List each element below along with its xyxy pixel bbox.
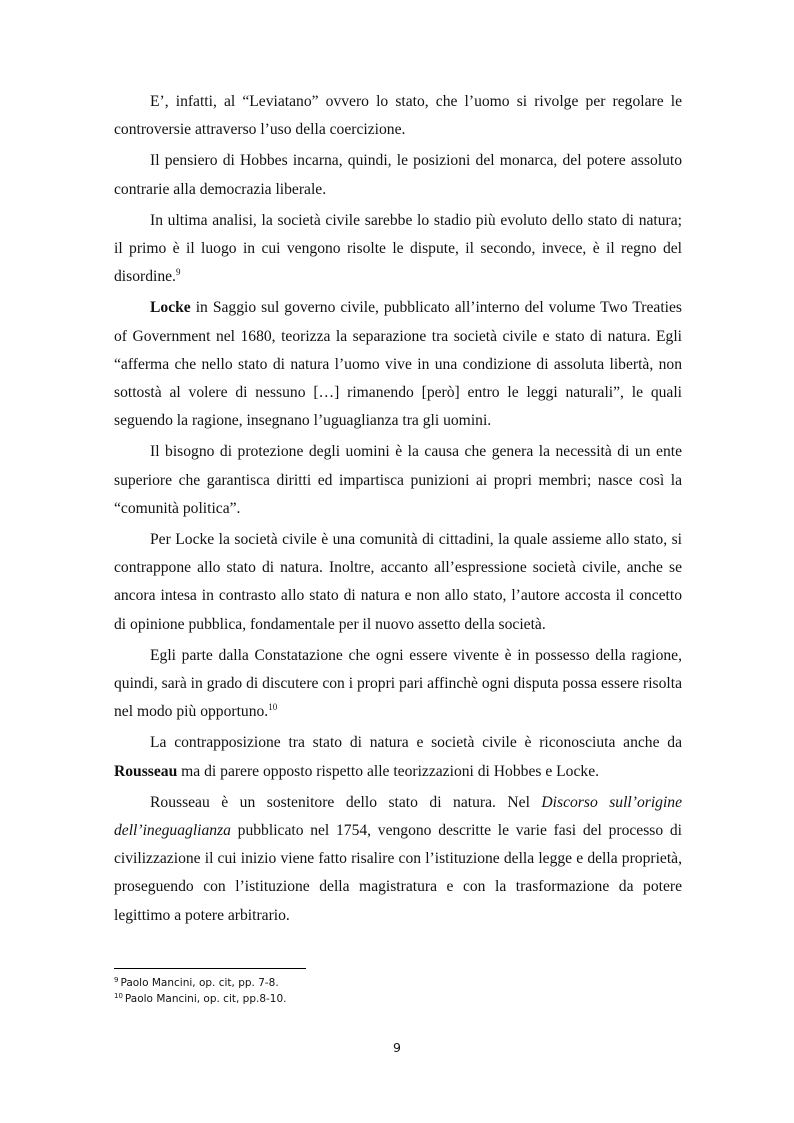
footnote-divider — [114, 968, 306, 969]
footnote-number: 9 — [114, 976, 119, 984]
bold-name-rousseau: Rousseau — [114, 762, 178, 780]
footnote-ref-9: 9 — [175, 267, 181, 278]
paragraph-text: Rousseau è un sostenitore dello stato di natura. Nel — [150, 793, 542, 811]
paragraph-text: La contrapposizione tra stato di natura e società civile è riconosciuta anche da — [150, 734, 682, 752]
paragraph-text: Il bisogno di protezione degli uomini è la causa che genera la necessità di un ente superiore che garantisca diritti ed impartisca punizioni ai propri membri; nasce così la “comunità politica”. — [114, 443, 682, 517]
footnote-10 — [114, 991, 682, 1007]
footnote-ref-10: 10 — [268, 702, 278, 713]
paragraph-locke — [114, 294, 682, 435]
paragraph-text: ma di parere opposto rispetto alle teorizzazioni di Hobbes e Locke. — [177, 762, 600, 780]
page-body — [114, 88, 682, 933]
paragraph-text: Egli parte dalla Constatazione che ogni essere vivente è in possesso della ragione, quindi, sarà in grado di discutere con i propri pari affinchè ogni disputa possa essere risolta nel modo più opportuno. — [114, 646, 682, 721]
italic-title-discorso: Discorso sull’origine dell’ineguaglianza — [114, 793, 682, 840]
paragraph-ragione — [114, 642, 682, 727]
footnote-text: Paolo Mancini, op. cit, pp. 7-8. — [120, 977, 279, 989]
paragraph-comunita-cittadini — [114, 526, 682, 639]
bold-name-locke: Locke — [150, 299, 191, 317]
paragraph-text: Per Locke la società civile è una comunità di cittadini, la quale assieme allo stato, si contrappone allo stato di natura. Inoltre, accanto all’espressione società civile, anche se ancora intesa in contrasto allo stato di natura e non allo stato, l’autore accosta il concetto di opinione pubblica, fondamentale per il nuovo assetto della società. — [114, 531, 682, 633]
paragraph-text: Il pensiero di Hobbes incarna, quindi, le posizioni del monarca, del potere assoluto contrarie alla democrazia liberale. — [114, 152, 682, 198]
footnote-number: 10 — [114, 992, 123, 1000]
page-number: 9 — [393, 1040, 401, 1055]
paragraph-leviatano — [114, 88, 682, 144]
paragraph-protezione — [114, 438, 682, 523]
paragraph-text: E’, infatti, al “Leviatano” ovvero lo stato, che l’uomo si rivolge per regolare le controversie attraverso l’uso della coercizione. — [114, 93, 682, 139]
footnote-9 — [114, 975, 682, 991]
paragraph-text: pubblicato nel 1754, vengono descritte le varie fasi del processo di civilizzazione il cui inizio viene fatto risalire con l’istituzione della legge e della proprietà, proseguendo con l’istituzione della magistratura e con la trasformazione da potere legittimo a potere arbitrario. — [114, 822, 682, 924]
paragraph-text: In ultima analisi, la società civile sarebbe lo stadio più evoluto dello stato di natura; il primo è il luogo in cui vengono risolte le dispute, il secondo, invece, è il regno del disordine. — [114, 211, 682, 286]
paragraph-hobbes — [114, 147, 682, 203]
paragraph-contrapposizione — [114, 729, 682, 785]
paragraph-societa-civile — [114, 207, 682, 292]
footnote-text: Paolo Mancini, op. cit, pp.8-10. — [124, 993, 287, 1005]
footnotes — [114, 968, 682, 1007]
paragraph-text: in Saggio sul governo civile, pubblicato all’interno del volume Two Treaties of Government nel 1680, teorizza la separazione tra società civile e stato di natura. Egli “afferma che nello stato di natura l’uomo vive in una condizione di assoluta libertà, non sottostà al volere di nessuno […] rimanendo [però] entro le leggi naturali”, le quali seguendo la ragione, insegnano l’uguaglianza tra gli uomini. — [114, 299, 682, 430]
paragraph-rousseau — [114, 789, 682, 930]
